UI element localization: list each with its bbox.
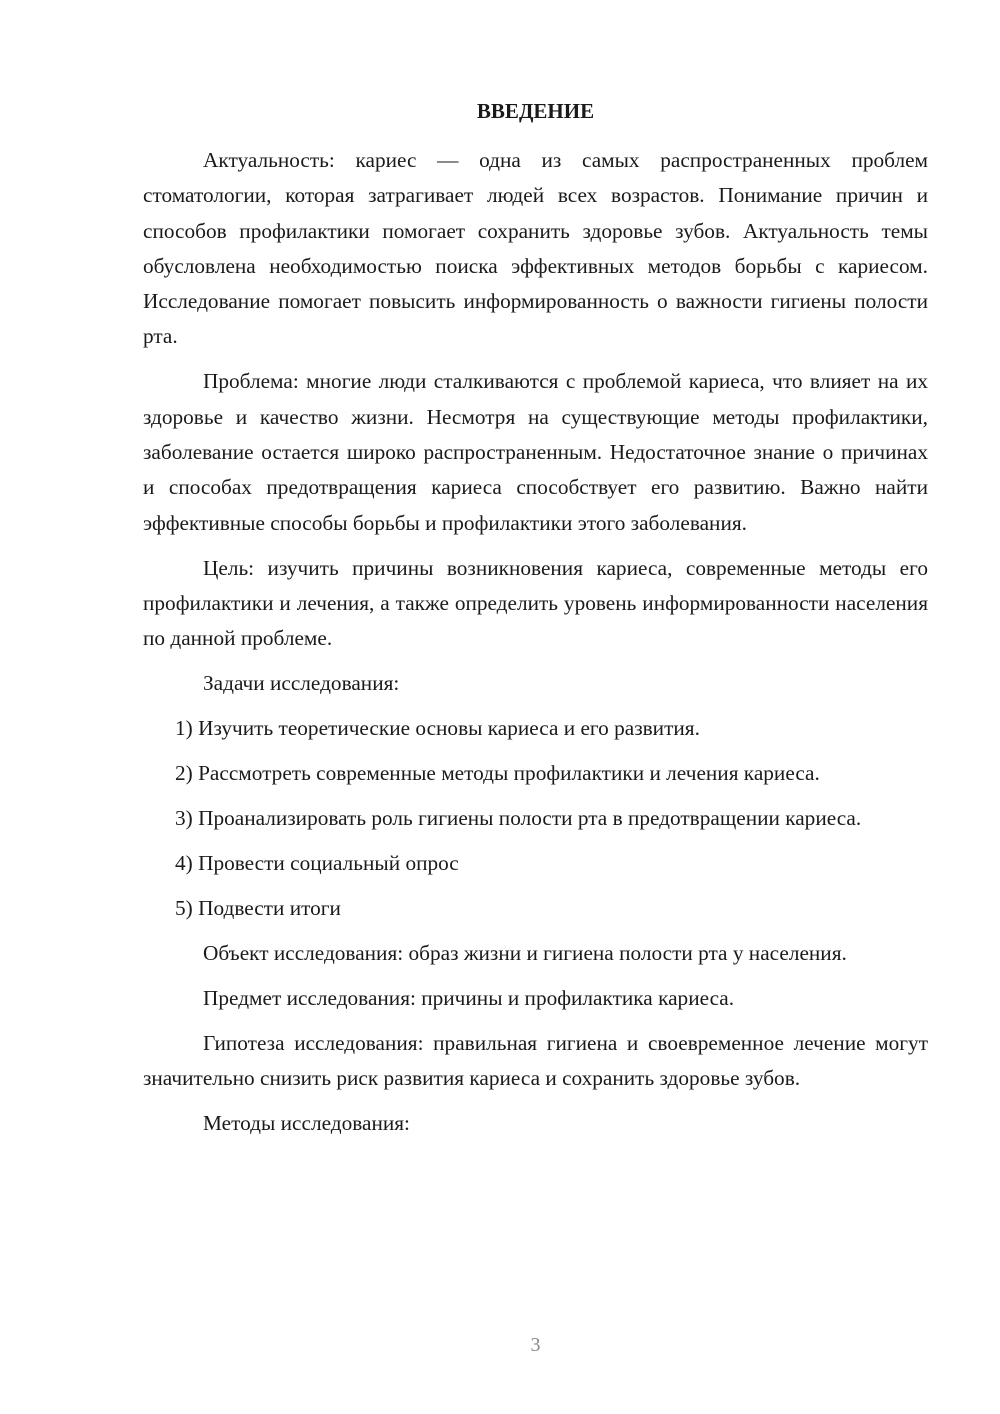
subject-paragraph: Предмет исследования: причины и профилактика кариеса.	[203, 986, 735, 1011]
list-item: 4) Провести социальный опрос	[175, 851, 459, 876]
tasks-heading: Задачи исследования:	[203, 671, 400, 696]
goal-paragraph: Цель: изучить причины возникновения кариеса, современные методы его профилактики и лечения, а также определить уровень информированности населения по данной проблеме.	[143, 555, 928, 651]
methods-heading: Методы исследования:	[203, 1111, 410, 1136]
tasks-list	[143, 711, 928, 926]
problem-paragraph: Проблема: многие люди сталкиваются с проблемой кариеса, что влияет на их здоровье и качество жизни. Несмотря на существующие методы профилактики, заболевание остается широко распространенным. Недостаточное знание о причинах и способах предотвращения кариеса способствует его развитию. Важно найти эффективные способы борьбы и профилактики этого заболевания.	[143, 369, 928, 535]
hypothesis-paragraph: Гипотеза исследования: правильная гигиена и своевременное лечение могут значительно снизить риск развития кариеса и сохранить здоровье зубов.	[143, 1031, 928, 1091]
page-title: ВВЕДЕНИЕ	[476, 99, 595, 123]
list-item: 1) Изучить теоретические основы кариеса и его развития.	[175, 716, 700, 741]
document-page	[143, 0, 928, 1414]
document-body	[143, 143, 928, 1151]
list-item: 3) Проанализировать роль гигиены полости рта в предотвращении кариеса.	[175, 806, 862, 831]
object-paragraph: Объект исследования: образ жизни и гигиена полости рта у населения.	[203, 941, 847, 966]
list-item: 5) Подвести итоги	[175, 896, 341, 921]
page-number: 3	[530, 1334, 541, 1356]
list-item: 2) Рассмотреть современные методы профилактики и лечения кариеса.	[175, 761, 820, 786]
relevance-paragraph: Актуальность: кариес — одна из самых распространенных проблем стоматологии, которая затрагивает людей всех возрастов. Понимание причин и способов профилактики помогает сохранить здоровье зубов. Актуальность темы обусловлена необходимостью поиска эффективных методов борьбы с кариесом. Исследование помогает повысить информированность о важности гигиены полости рта.	[143, 148, 928, 349]
